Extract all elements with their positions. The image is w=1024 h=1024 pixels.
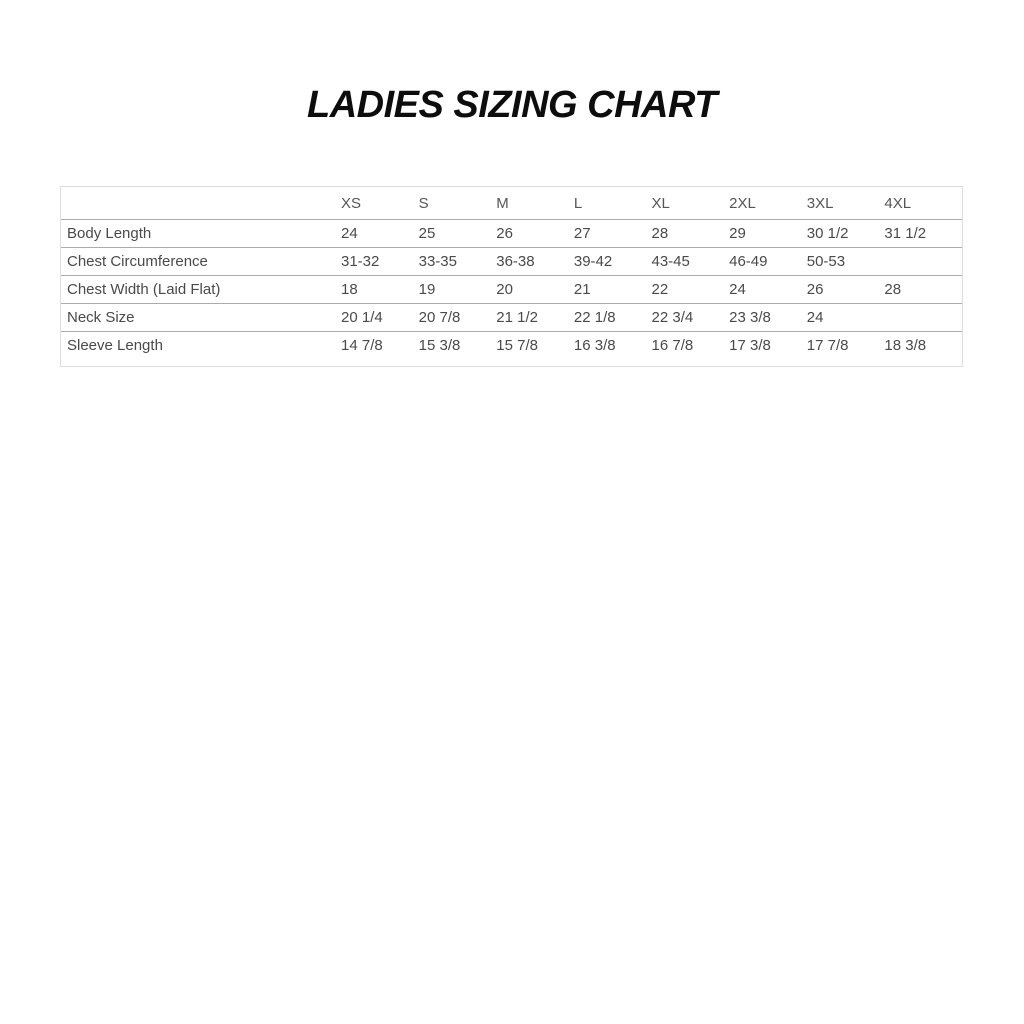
table-cell: 43-45 [651,253,690,270]
table-cell: 31-32 [341,253,380,270]
table-cell: 17 7/8 [806,337,849,354]
table-cell: 19 [418,281,436,298]
table-row [61,332,962,359]
table-cell: 36-38 [496,253,535,270]
table-cell: 22 3/4 [651,309,694,326]
table-cell: 39-42 [573,253,613,270]
row-label: Sleeve Length [67,337,163,354]
table-cell: 50-53 [806,253,846,270]
table-cell: 18 3/8 [884,337,927,354]
table-cell: 25 [418,225,436,242]
table-cell: 21 1/2 [496,309,538,326]
table-header-row [61,187,962,220]
table-cell: 29 [729,225,746,242]
table-cell: 18 [341,281,358,298]
column-header: XL [651,194,670,212]
table-cell: 26 [496,225,513,242]
table-cell: 30 1/2 [806,225,849,242]
table-cell: 23 3/8 [729,309,771,326]
sizing-table [60,186,963,367]
table-cell: 16 7/8 [651,337,694,354]
table-row [61,304,962,332]
table-cell: 33-35 [418,253,457,270]
table-row [61,276,962,304]
table-cell: 20 1/4 [341,309,383,326]
table-cell: 15 3/8 [418,337,461,354]
table-cell: 46-49 [729,253,768,270]
table-cell: 14 7/8 [341,337,383,354]
row-label: Chest Circumference [67,253,208,270]
table-cell: 21 [573,281,591,298]
column-header: 2XL [729,194,756,212]
row-label: Body Length [67,225,152,242]
column-header: S [418,194,429,212]
table-cell: 22 [651,281,669,298]
table-cell: 26 [806,281,824,298]
table-cell: 28 [651,225,669,242]
table-cell: 24 [341,225,358,242]
table-cell: 15 7/8 [496,337,538,354]
column-header: 4XL [884,194,912,212]
table-cell: 17 3/8 [729,337,771,354]
row-label: Chest Width (Laid Flat) [67,281,221,298]
table-cell: 31 1/2 [884,225,927,242]
column-header: M [496,194,509,212]
page-title: LADIES SIZING CHART [307,84,717,126]
column-header: 3XL [806,194,834,212]
table-cell: 27 [573,225,591,242]
table-cell: 20 [496,281,513,298]
table-cell: 24 [729,281,746,298]
table-cell: 28 [884,281,902,298]
table-row [61,220,962,248]
table-cell: 22 1/8 [573,309,616,326]
table-cell: 20 7/8 [418,309,461,326]
table-cell: 16 3/8 [573,337,616,354]
table-row [61,248,962,276]
row-label: Neck Size [67,309,135,326]
column-header: XS [341,194,362,212]
column-header: L [573,194,583,212]
table-cell: 24 [806,309,824,326]
